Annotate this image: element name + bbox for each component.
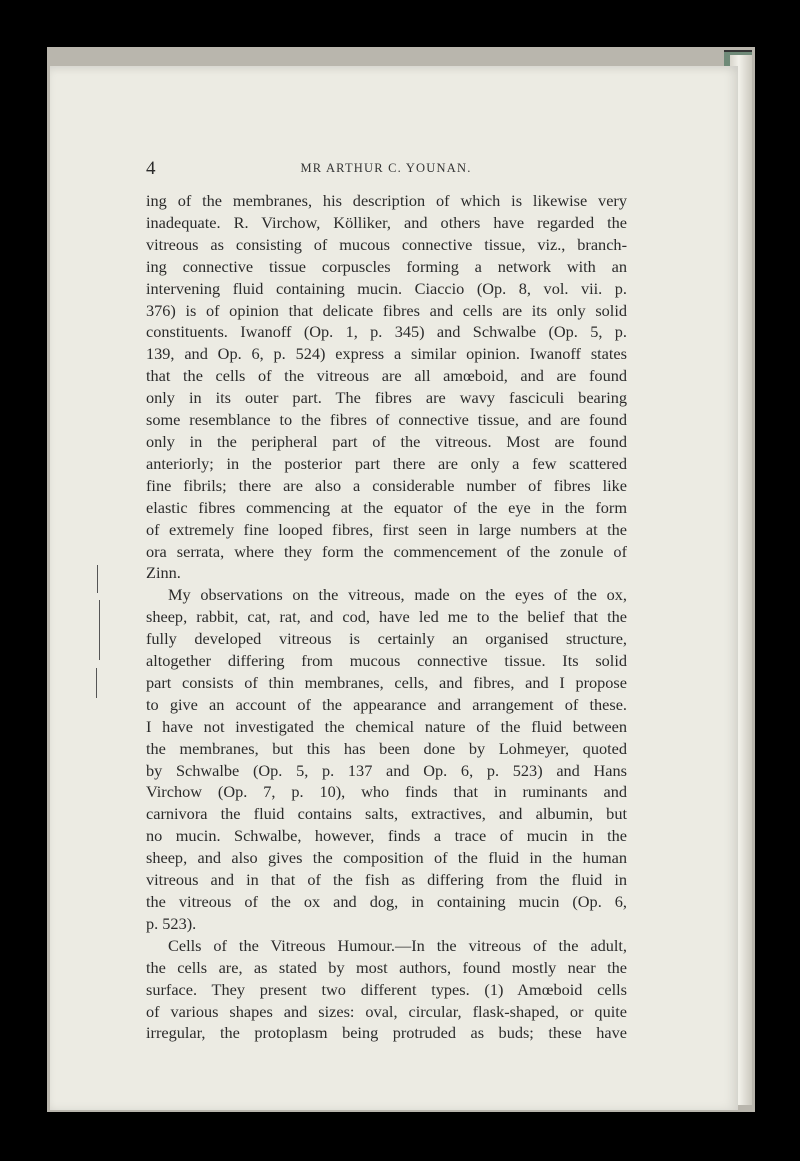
text-line: ora serrata, where they form the commencement of the zonule of (146, 541, 627, 561)
text-line: no mucin. Schwalbe, however, finds a trace of mucin in the (146, 826, 627, 846)
text-line: 139, and Op. 6, p. 524) express a similar opinion. Iwanoff states (146, 344, 627, 364)
text-line: only in the peripheral part of the vitreous. Most are found (146, 431, 627, 451)
text-line: fine fibrils; there are also a considerable number of fibres like (146, 475, 627, 495)
text-line: Zinn. (146, 563, 181, 583)
text-line: p. 523). (146, 913, 197, 933)
text-line: of extremely fine looped fibres, first seen in large numbers at the (146, 519, 627, 539)
text-line: vitreous as consisting of mucous connective tissue, viz., branch- (146, 234, 627, 254)
text-line: sheep, rabbit, cat, rat, and cod, have led me to the belief that the (146, 607, 627, 627)
text-line: sheep, and also gives the composition of the fluid in the human (146, 848, 627, 868)
text-line: to give an account of the appearance and arrangement of these. (146, 694, 627, 714)
text-line: only in its outer part. The fibres are wavy fasciculi bearing (146, 388, 627, 408)
text-line: some resemblance to the fibres of connective tissue, and are found (146, 410, 627, 430)
text-line: fully developed vitreous is certainly an organised structure, (146, 629, 627, 649)
running-head: MR ARTHUR C. YOUNAN. (300, 161, 472, 175)
text-line: 376) is of opinion that delicate fibres and cells are its only solid (146, 300, 627, 320)
margin-pencil-mark (99, 600, 100, 660)
text-line: part consists of thin membranes, cells, and fibres, and I propose (146, 672, 627, 692)
margin-pencil-mark (97, 565, 98, 593)
text-line: carnivora the fluid contains salts, extractives, and albumin, but (146, 804, 627, 824)
text-line: Cells of the Vitreous Humour.—In the vitreous of the adult, (168, 935, 627, 955)
text-line: ing connective tissue corpuscles forming a network with an (146, 256, 627, 276)
text-line: by Schwalbe (Op. 5, p. 137 and Op. 6, p. 523) and Hans (146, 760, 627, 780)
text-line: inadequate. R. Virchow, Kölliker, and others have regarded the (146, 212, 627, 232)
text-line: irregular, the protoplasm being protruded as buds; these have (146, 1023, 627, 1043)
text-line: the membranes, but this has been done by Lohmeyer, quoted (146, 738, 627, 758)
page-number: 4 (146, 158, 156, 179)
text-line: the vitreous of the ox and dog, in containing mucin (Op. 6, (146, 892, 627, 911)
text-line: elastic fibres commencing at the equator of the eye in the form (146, 497, 627, 517)
page-header (146, 158, 626, 180)
margin-pencil-mark (96, 668, 97, 698)
text-line: the cells are, as stated by most authors, found mostly near the (146, 957, 627, 977)
text-line: I have not investigated the chemical nature of the fluid between (146, 716, 627, 736)
text-line: of various shapes and sizes: oval, circular, flask-shaped, or quite (146, 1001, 627, 1021)
text-line: intervening fluid containing mucin. Ciaccio (Op. 8, vol. vii. p. (146, 278, 627, 298)
text-line: vitreous and in that of the fish as differing from the fluid in (146, 870, 627, 890)
text-line: Virchow (Op. 7, p. 10), who finds that in ruminants and (146, 782, 627, 802)
text-line: surface. They present two different types. (1) Amœboid cells (146, 979, 627, 999)
body-text (146, 190, 627, 1044)
text-line: constituents. Iwanoff (Op. 1, p. 345) and Schwalbe (Op. 5, p. (146, 322, 627, 342)
text-line: that the cells of the vitreous are all amœboid, and are found (146, 366, 627, 386)
text-line: anteriorly; in the posterior part there are only a few scattered (146, 453, 627, 473)
text-line: ing of the membranes, his description of which is likewise very (146, 191, 627, 210)
text-line: My observations on the vitreous, made on the eyes of the ox, (168, 585, 627, 605)
text-line: altogether differing from mucous connective tissue. Its solid (146, 651, 627, 671)
